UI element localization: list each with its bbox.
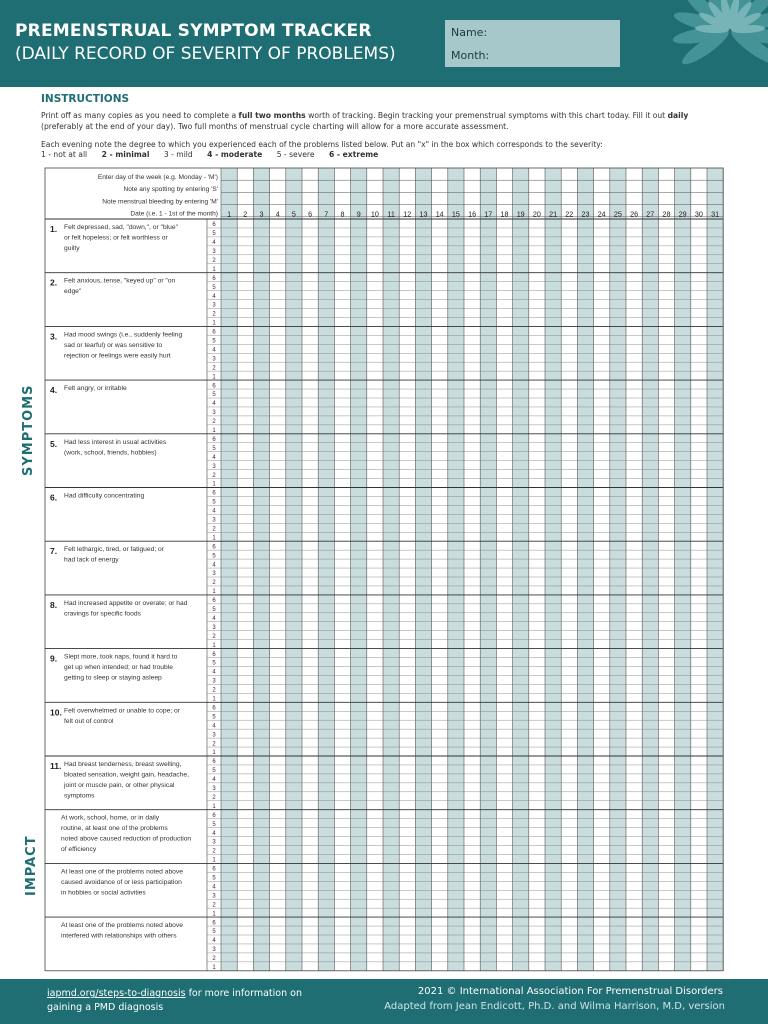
severity-level-label: 2: [212, 580, 216, 587]
day-number: 1: [227, 209, 232, 219]
day-number: 29: [678, 209, 687, 219]
day-column-shade: [513, 168, 529, 971]
impact-text: At least one of the problems noted above interfered with relationships with others: [61, 922, 183, 940]
day-number: 3: [259, 209, 264, 219]
severity-level-label: 3: [212, 571, 216, 578]
impact-text: At work, school, home, or in daily routine, at least one of the problems noted above caused reduction of production of efficiency: [61, 814, 192, 854]
page-title: PREMENSTRUAL SYMPTOM TRACKER: [15, 21, 372, 41]
name-label: Name:: [451, 26, 488, 39]
severity-level-label: 3: [212, 893, 216, 900]
symptom-number: 7.: [50, 546, 58, 557]
day-column-shade: [675, 168, 691, 971]
page-subtitle: (DAILY RECORD OF SEVERITY OF PROBLEMS): [15, 44, 396, 64]
severity-level-label: 2: [212, 687, 216, 694]
severity-level-label: 3: [212, 410, 216, 417]
symptom-number: 5.: [50, 438, 58, 449]
severity-level-label: 6: [212, 812, 216, 819]
severity-level-label: 1: [212, 320, 216, 327]
day-number: 21: [549, 209, 558, 219]
severity-level-label: 3: [212, 839, 216, 846]
day-number: 9: [356, 209, 361, 219]
symptom-number: 8.: [50, 599, 58, 610]
severity-level-label: 4: [212, 723, 216, 730]
severity-level-label: 5: [212, 392, 216, 399]
severity-level-label: 6: [212, 651, 216, 658]
severity-level-label: 5: [212, 660, 216, 667]
day-number: 10: [370, 209, 379, 219]
day-column-shade: [318, 168, 334, 971]
severity-level-label: 4: [212, 777, 216, 784]
copyright-text: 2021 © International Association For Premenstrual Disorders: [417, 986, 723, 997]
severity-level-label: 2: [212, 633, 216, 640]
day-column-shade: [415, 168, 431, 971]
day-number: 27: [646, 209, 655, 219]
severity-level-label: 5: [212, 821, 216, 828]
severity-level-label: 3: [212, 463, 216, 470]
severity-level-label: 6: [212, 598, 216, 605]
severity-level-label: 1: [212, 803, 216, 810]
severity-level-label: 5: [212, 499, 216, 506]
day-column-shade: [610, 168, 626, 971]
severity-level-label: 1: [212, 965, 216, 971]
symptom-text: Felt depressed, sad, "down,", or "blue" or felt hopeless; or felt worthless or guilty: [64, 224, 178, 252]
impact-text: At least one of the problems noted above caused avoidance of or less participation in hobbies or social activities: [61, 868, 183, 897]
day-number: 24: [597, 209, 606, 219]
symptom-text: Had increased appetite or overate; or had cravings for specific foods: [64, 599, 188, 618]
severity-level-label: 3: [212, 947, 216, 954]
day-number: 18: [500, 209, 509, 219]
severity-level-label: 6: [212, 275, 216, 282]
day-number: 8: [340, 209, 345, 219]
month-label: Month:: [451, 49, 490, 62]
severity-level-label: 4: [212, 293, 216, 300]
day-number: 31: [711, 209, 720, 219]
day-number: 30: [694, 209, 703, 219]
symptom-number: 10.: [50, 707, 62, 718]
severity-level-label: 4: [212, 401, 216, 408]
symptoms-section-label: SYMPTOMS: [21, 384, 36, 476]
severity-level-label: 2: [212, 311, 216, 318]
instructions-paragraph-2: Each evening note the degree to which you experienced each of the problems listed below. Put an "x" in the box which corresponds to the severity:: [41, 140, 603, 149]
day-column-shade: [286, 168, 302, 971]
severity-level-label: 2: [212, 956, 216, 963]
symptom-number: 3.: [50, 331, 58, 342]
scale-item: 5 - severe: [276, 150, 315, 159]
severity-level-label: 4: [212, 240, 216, 247]
severity-level-label: 5: [212, 714, 216, 721]
severity-level-label: 1: [212, 642, 216, 649]
severity-level-label: 5: [212, 445, 216, 452]
severity-level-label: 1: [212, 374, 216, 381]
day-number: 13: [419, 209, 428, 219]
day-number: 2: [243, 209, 248, 219]
severity-level-label: 1: [212, 857, 216, 864]
instructions-heading: INSTRUCTIONS: [41, 93, 130, 105]
grid-header-line: Enter day of the week (e.g. Monday - 'M'): [97, 174, 218, 181]
footer-link-rest: for more information on: [185, 988, 302, 999]
severity-level-label: 4: [212, 454, 216, 461]
scale-item: 4 - moderate: [207, 150, 263, 159]
symptom-number: 6.: [50, 492, 58, 503]
severity-level-label: 1: [212, 266, 216, 273]
instructions-paragraph-1: Print off as many copies as you need to complete a full two months worth of tracking. Begin tracking your premenstrual symptoms with this chart today. Fill it out daily (preferably at the end of your day). Two full months of menstrual cycle charting will allow for a more accurate assessment.: [41, 111, 689, 131]
day-number: 19: [516, 209, 525, 219]
severity-level-label: 3: [212, 356, 216, 363]
footer: [0, 979, 768, 1024]
severity-level-label: 6: [212, 544, 216, 551]
day-number: 11: [387, 209, 395, 219]
symptom-text: Felt angry, or irritable: [64, 385, 127, 393]
day-number: 7: [324, 209, 329, 219]
day-number: 20: [532, 209, 541, 219]
symptom-text: Had less interest in usual activities (work, school, friends, hobbies): [64, 438, 167, 457]
severity-level-label: 2: [212, 526, 216, 533]
symptom-number: 4.: [50, 385, 58, 396]
day-column-shade: [707, 168, 723, 971]
day-number: 17: [484, 209, 493, 219]
severity-level-label: 2: [212, 257, 216, 264]
day-number: 25: [613, 209, 622, 219]
grid-header-line: Note any spotting by entering 'S': [123, 186, 218, 194]
scale-item: 3 - mild: [163, 150, 193, 159]
severity-level-label: 1: [212, 535, 216, 542]
severity-level-label: 1: [212, 428, 216, 434]
severity-level-label: 4: [212, 938, 216, 945]
severity-level-label: 6: [212, 490, 216, 497]
severity-level-label: 3: [212, 786, 216, 792]
symptom-number: 9.: [50, 653, 58, 664]
severity-level-label: 6: [212, 866, 216, 873]
severity-level-label: 4: [212, 562, 216, 569]
footer-line-2: gaining a PMD diagnosis: [47, 1002, 164, 1013]
grid-header-line: Note menstrual bleeding by entering 'M': [102, 198, 218, 206]
symptom-text: Had breast tenderness, breast swelling, bloated sensation, weight gain, headache, joint or muscle pain, or other physical symptoms: [64, 761, 189, 800]
adapted-text: Adapted from Jean Endicott, Ph.D. and Wilma Harrison, M.D, version: [384, 1001, 725, 1012]
symptom-text: Slept more, took naps, found it hard to get up when intended; or had trouble getting to sleep or staying asleep: [64, 653, 178, 682]
severity-level-label: 2: [212, 419, 216, 426]
day-number: 14: [435, 209, 444, 219]
severity-level-label: 2: [212, 741, 216, 748]
severity-level-label: 5: [212, 929, 216, 936]
severity-level-label: 1: [212, 750, 216, 757]
severity-level-label: 6: [212, 759, 216, 766]
severity-level-label: 4: [212, 615, 216, 622]
day-number: 5: [291, 209, 296, 219]
day-number: 12: [403, 209, 412, 219]
severity-level-label: 3: [212, 624, 216, 631]
severity-level-label: 5: [212, 553, 216, 560]
severity-level-label: 2: [212, 365, 216, 372]
scale-item: 2 - minimal: [101, 150, 150, 159]
day-column-shade: [351, 168, 367, 971]
day-number: 4: [275, 209, 280, 219]
day-column-shade: [577, 168, 593, 971]
severity-level-label: 2: [212, 472, 216, 479]
severity-level-label: 2: [212, 794, 216, 801]
severity-level-label: 5: [212, 284, 216, 291]
day-column-shade: [545, 168, 561, 971]
symptom-text: Felt lethargic, tired, or fatigued; or had lack of energy: [64, 546, 164, 564]
severity-level-label: 4: [212, 508, 216, 515]
severity-level-label: 1: [212, 911, 216, 918]
day-number: 22: [565, 209, 574, 219]
severity-level-label: 4: [212, 669, 216, 676]
severity-level-label: 2: [212, 848, 216, 855]
severity-level-label: 3: [212, 732, 216, 739]
severity-level-label: 6: [212, 222, 216, 229]
scale-item: 6 - extreme: [328, 150, 379, 159]
severity-level-label: 3: [212, 517, 216, 524]
symptom-number: 2.: [50, 277, 58, 288]
day-column-shade: [253, 168, 269, 971]
symptom-text: Felt overwhelmed or unable to cope; or felt out of control: [64, 707, 180, 725]
impact-section-label: IMPACT: [24, 835, 39, 896]
day-column-shade: [448, 168, 464, 971]
symptom-number: 11.: [50, 761, 62, 771]
day-number: 16: [468, 209, 477, 219]
severity-level-label: 6: [212, 705, 216, 712]
severity-level-label: 5: [212, 338, 216, 345]
day-column-shade: [480, 168, 496, 971]
severity-level-label: 3: [212, 249, 216, 255]
severity-level-label: 3: [212, 678, 216, 685]
severity-level-label: 6: [212, 329, 216, 336]
day-column-shade: [383, 168, 399, 971]
diagnosis-link[interactable]: iapmd.org/steps-to-diagnosis: [47, 988, 186, 999]
day-number: 6: [308, 209, 313, 219]
symptom-number: 1.: [50, 224, 58, 234]
day-number: 28: [662, 209, 671, 219]
day-number: 23: [581, 209, 590, 219]
severity-level-label: 4: [212, 347, 216, 354]
severity-level-label: 6: [212, 383, 216, 390]
severity-level-label: 1: [212, 589, 216, 596]
severity-level-label: 3: [212, 302, 216, 309]
symptom-text: Felt anxious, tense, "keyed up" or "on edge": [64, 277, 176, 296]
symptom-text: Had mood swings (i.e., suddenly feeling sad or tearful) or was sensitive to rejection or feelings were easily hurt: [64, 331, 183, 360]
severity-level-label: 5: [212, 231, 216, 238]
day-number: 15: [451, 209, 460, 219]
day-column-shade: [642, 168, 658, 971]
footer-left: [47, 987, 302, 1015]
day-number: 26: [630, 209, 639, 219]
severity-level-label: 2: [212, 902, 216, 909]
severity-level-label: 6: [212, 436, 216, 443]
severity-level-label: 4: [212, 884, 216, 891]
severity-level-label: 6: [212, 920, 216, 927]
severity-level-label: 5: [212, 875, 216, 882]
severity-level-label: 1: [212, 481, 216, 488]
severity-level-label: 1: [212, 696, 216, 703]
severity-level-label: 5: [212, 768, 216, 775]
symptom-text: Had difficulty concentrating: [64, 492, 145, 500]
day-column-shade: [221, 168, 237, 971]
grid-header-line: Date (i.e. 1 - 1st of the month): [130, 210, 218, 218]
severity-level-label: 4: [212, 830, 216, 837]
scale-item: 1 - not at all: [41, 150, 88, 159]
severity-level-label: 5: [212, 607, 216, 613]
